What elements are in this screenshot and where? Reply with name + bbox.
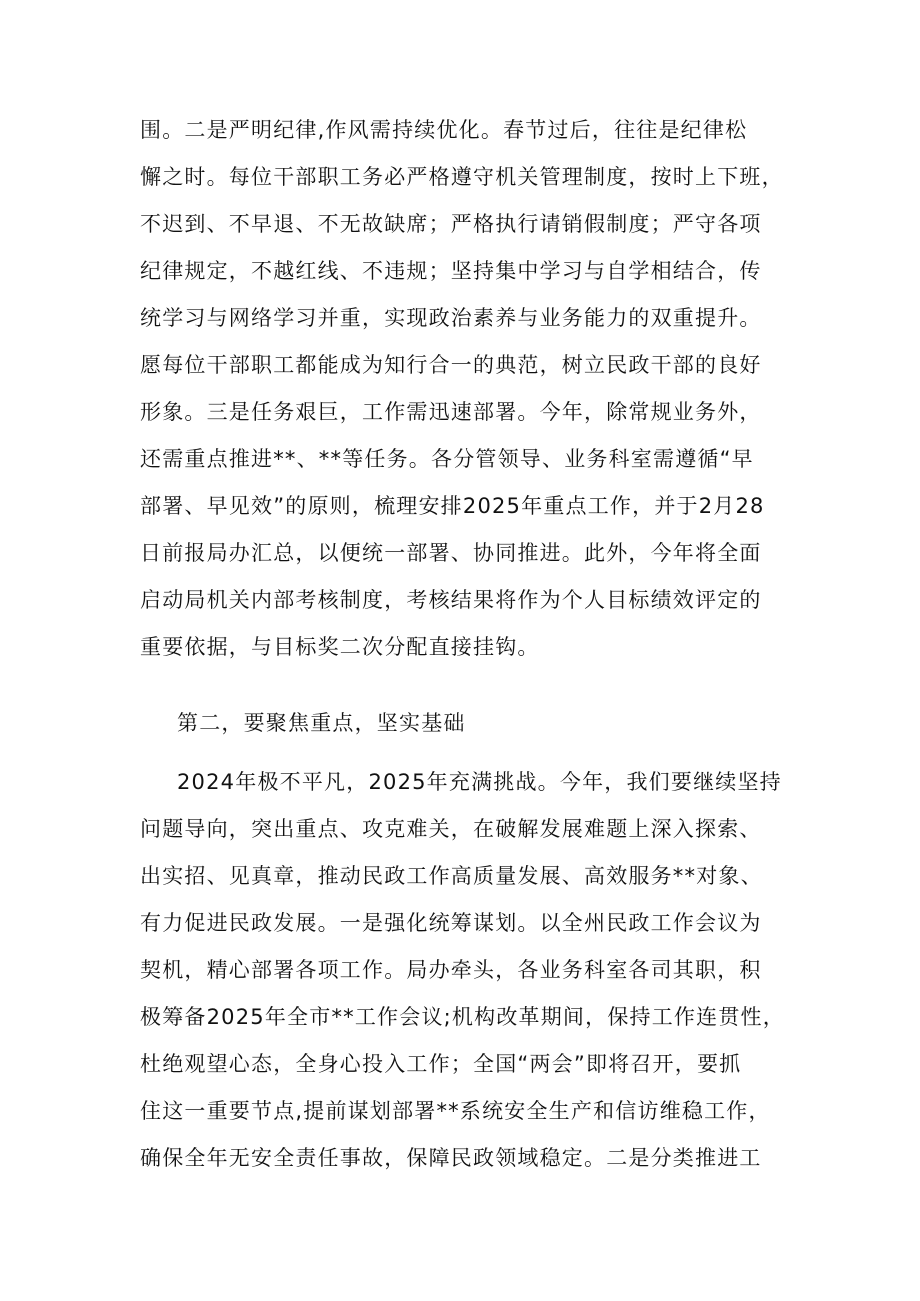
- text-line: 有力促进民政发展。一是强化统筹谋划。以全州民政工作会议为: [140, 911, 762, 935]
- text-line: 纪律规定，不越红线、不违规；坚持集中学习与自学相结合，传: [140, 259, 762, 283]
- text-line: 不迟到、不早退、不无故缺席；严格执行请销假制度；严守各项: [140, 212, 762, 236]
- text-line: 确保全年无安全责任事故，保障民政领域稳定。二是分类推进工: [140, 1146, 762, 1170]
- text-line: 契机，精心部署各项工作。局办牵头，各业务科室各司其职，积: [140, 958, 762, 982]
- text-line: 日前报局办汇总，以便统一部署、协同推进。此外，今年将全面: [140, 541, 762, 565]
- text-line: 部署、早见效”的原则，梳理安排2025年重点工作，并于2月28: [140, 494, 765, 518]
- text-line: 围。二是严明纪律,作风需持续优化。春节过后，往往是纪律松: [140, 118, 748, 142]
- text-line: 重要依据，与目标奖二次分配直接挂钩。: [140, 635, 540, 659]
- text-line: 启动局机关内部考核制度，考核结果将作为个人目标绩效评定的: [140, 588, 762, 612]
- text-line: 愿每位干部职工都能成为知行合一的典范，树立民政干部的良好: [140, 353, 762, 377]
- text-line: 形象。三是任务艰巨，工作需迅速部署。今年，除常规业务外，: [140, 400, 762, 424]
- text-line: 统学习与网络学习并重，实现政治素养与业务能力的双重提升。: [140, 306, 762, 330]
- text-line: 住这一重要节点,提前谋划部署**系统安全生产和信访维稳工作，: [140, 1099, 771, 1123]
- text-line: 杜绝观望心态，全身心投入工作；全国“两会”即将召开，要抓: [140, 1052, 742, 1076]
- text-line: 还需重点推进**、**等任务。各分管领导、业务科室需遵循“早: [140, 447, 754, 471]
- section-heading: 第二，要聚焦重点，坚实基础: [177, 711, 466, 735]
- text-line: 极筹备2025年全市**工作会议;机构改革期间，保持工作连贯性，: [140, 1005, 785, 1029]
- text-line: 问题导向，突出重点、攻克难关，在破解发展难题上深入探索、: [140, 817, 762, 841]
- text-line: 2024年极不平凡，2025年充满挑战。今年，我们要继续坚持: [177, 770, 782, 794]
- text-line: 懈之时。每位干部职工务必严格遵守机关管理制度，按时上下班，: [140, 165, 784, 189]
- text-line: 出实招、见真章，推动民政工作高质量发展、高效服务**对象、: [140, 864, 763, 888]
